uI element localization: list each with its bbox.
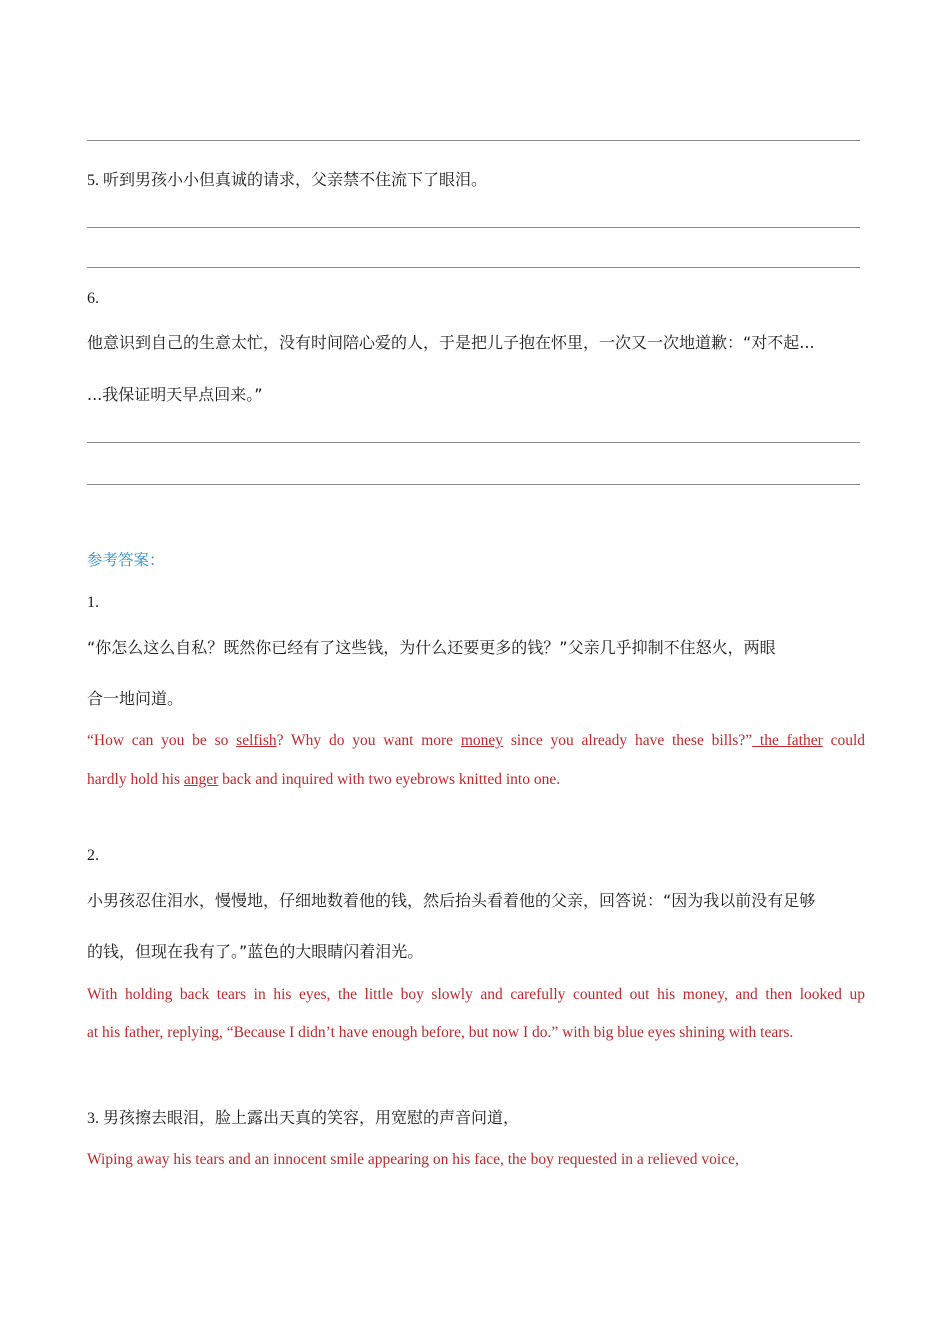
answer-line	[87, 267, 860, 268]
text-run: ? Why do you want more	[276, 732, 461, 749]
answer-line	[87, 484, 860, 485]
question-text: 听到男孩小小但真诚的请求，父亲禁不住流下了眼泪。	[103, 170, 488, 189]
answer-2-chinese-line1: 小男孩忍住泪水，慢慢地，仔细地数着他的钱，然后抬头看着他的父亲，回答说：“因为我以前没有足够	[87, 891, 816, 910]
answer-1-number: 1.	[87, 594, 99, 611]
answer-2-number: 2.	[87, 847, 99, 864]
text-run: hardly hold his	[87, 771, 184, 788]
text-run: could	[822, 732, 866, 749]
answer-3-english: Wiping away his tears and an innocent smile appearing on his face, the boy requested in a relieved voice,	[87, 1151, 739, 1168]
answer-1-chinese-line2: 合一地问道。	[87, 689, 184, 708]
answer-2-english-line1: With holding back tears in his eyes, the little boy slowly and carefully counted out his money, and then looked up	[87, 986, 865, 1003]
question-6-text-line1: 他意识到自己的生意太忙，没有时间陪心爱的人，于是把儿子抱在怀里，一次又一次地道歉：“对不起...	[87, 333, 815, 352]
answer-2-english-line2: at his father, replying, “Because I didn’t have enough before, but now I do.” with big blue eyes shining with tears.	[87, 1024, 794, 1041]
question-5	[87, 170, 487, 191]
answer-line	[87, 227, 860, 228]
text-run: since you already have these bills?”	[503, 732, 753, 749]
underlined-word: anger	[183, 771, 219, 788]
underlined-word: the father	[752, 732, 823, 749]
answer-3	[87, 1108, 519, 1129]
answer-2-chinese-line2: 的钱，但现在我有了。”蓝色的大眼睛闪着泪光。	[87, 942, 424, 961]
answer-1-english-line1	[87, 732, 865, 750]
question-6-number: 6.	[87, 290, 99, 307]
answers-heading: 参考答案：	[87, 551, 165, 569]
text-run: “How can you be so	[87, 732, 237, 749]
underlined-word: selfish	[236, 732, 277, 749]
answer-line	[87, 140, 860, 141]
answer-3-number: 3.	[87, 1110, 103, 1127]
text-run: back and inquired with two eyebrows knitted into one.	[218, 771, 561, 788]
answer-line	[87, 442, 860, 443]
answer-1-english-line2	[87, 771, 560, 789]
answer-1-chinese-line1: “你怎么这么自私？既然你已经有了这些钱，为什么还要更多的钱？”父亲几乎抑制不住怒火，两眼	[87, 638, 776, 657]
answer-3-chinese: 男孩擦去眼泪，脸上露出天真的笑容，用宽慰的声音问道，	[103, 1108, 520, 1127]
question-6-text-line2: ...我保证明天早点回来。”	[87, 385, 263, 404]
question-number: 5.	[87, 172, 103, 189]
underlined-word: money	[460, 732, 504, 749]
